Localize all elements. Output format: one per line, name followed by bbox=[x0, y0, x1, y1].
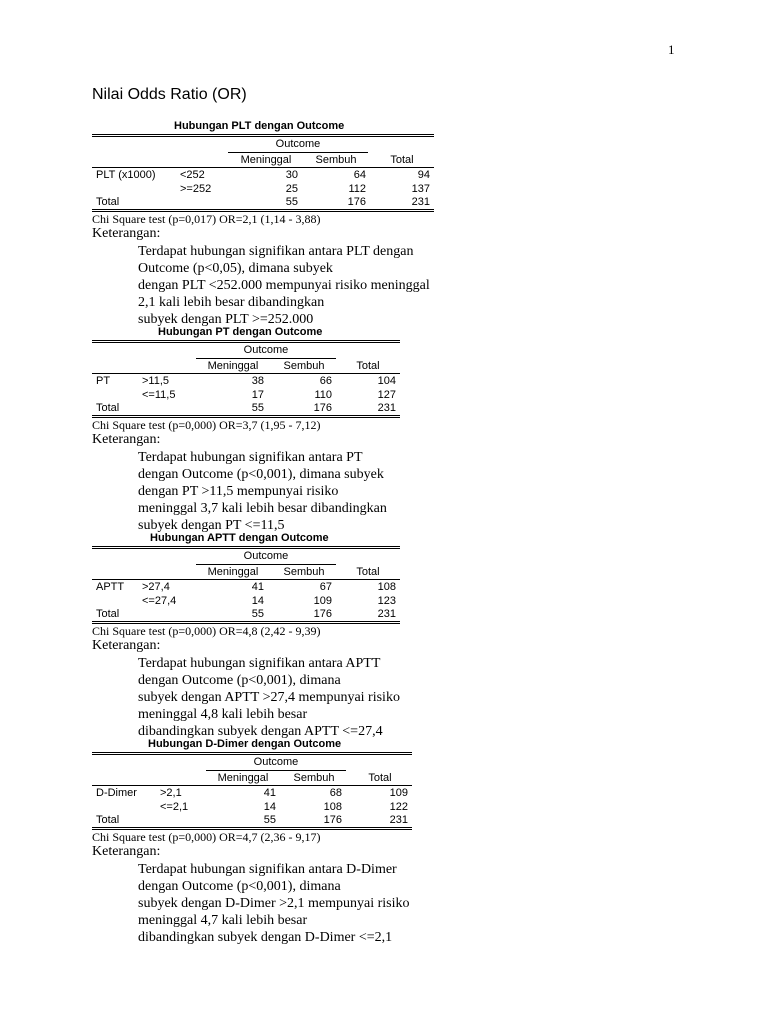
total-meninggal: 55 bbox=[263, 814, 276, 826]
chi-square-note: Chi Square test (p=0,000) OR=3,7 (1,95 - 7,12) bbox=[92, 418, 321, 432]
row2-sembuh: 108 bbox=[323, 801, 342, 813]
var-label: PLT (x1000) bbox=[96, 169, 156, 181]
row1-category: >2,1 bbox=[160, 787, 182, 799]
var-label: D-Dimer bbox=[96, 787, 137, 799]
total-total: 231 bbox=[389, 814, 408, 826]
total-sembuh: 176 bbox=[313, 608, 332, 620]
total-meninggal: 55 bbox=[251, 608, 264, 620]
paragraph-line: subyek dengan PT <=11,5 bbox=[138, 518, 285, 533]
total-sembuh: 176 bbox=[323, 814, 342, 826]
row2-meninggal: 14 bbox=[263, 801, 276, 813]
paragraph-line: Terdapat hubungan signifikan antara PT dengan Outcome (p<0,001), dimana subyek bbox=[138, 450, 384, 482]
top-rule-2 bbox=[92, 136, 434, 137]
row2-total: 137 bbox=[411, 183, 430, 195]
pt-crosstab bbox=[92, 326, 400, 416]
chi-square-note: Chi Square test (p=0,000) OR=4,8 (2,42 - 9,39) bbox=[92, 624, 321, 638]
section-d-dimer bbox=[92, 738, 412, 945]
col-header-total: Total bbox=[390, 154, 414, 166]
row1-sembuh: 64 bbox=[353, 169, 366, 181]
total-label: Total bbox=[96, 608, 120, 620]
paragraph-line: dibandingkan subyek dengan D-Dimer <=2,1 bbox=[138, 930, 393, 945]
bottom-rule bbox=[92, 827, 412, 828]
col-header-total: Total bbox=[368, 772, 392, 784]
aptt-crosstab bbox=[92, 532, 400, 622]
section-aptt bbox=[92, 532, 400, 739]
total-total: 231 bbox=[411, 196, 430, 208]
row2-category: <=27,4 bbox=[142, 595, 177, 607]
row2-total: 127 bbox=[377, 389, 396, 401]
col-header-meninggal: Meninggal bbox=[240, 154, 292, 166]
col-header-meninggal: Meninggal bbox=[217, 772, 269, 784]
header-rule bbox=[92, 785, 412, 786]
row2-category: <=2,1 bbox=[160, 801, 189, 813]
col-header-sembuh: Sembuh bbox=[283, 360, 325, 372]
col-header-sembuh: Sembuh bbox=[293, 772, 335, 784]
group-rule bbox=[228, 152, 368, 153]
row1-meninggal: 30 bbox=[285, 169, 298, 181]
group-label: Outcome bbox=[243, 344, 289, 356]
paragraph-line: Terdapat hubungan signifikan antara D-Dimer dengan Outcome (p<0,001), dimana bbox=[138, 862, 397, 894]
row1-total: 109 bbox=[389, 787, 408, 799]
bottom-rule bbox=[92, 209, 434, 210]
keterangan-label: Keterangan: bbox=[92, 226, 161, 241]
table-title: Hubungan APTT dengan Outcome bbox=[150, 532, 329, 544]
paragraph-line: subyek dengan APTT >27,4 mempunyai risiko meninggal 4,8 kali lebih besar bbox=[138, 690, 400, 722]
row1-total: 104 bbox=[377, 375, 396, 387]
keterangan-paragraph bbox=[138, 655, 400, 740]
row2-category: <=11,5 bbox=[142, 389, 176, 401]
row2-meninggal: 14 bbox=[251, 595, 264, 607]
row1-meninggal: 38 bbox=[251, 375, 264, 387]
total-label: Total bbox=[96, 402, 120, 414]
var-label: APTT bbox=[96, 581, 125, 593]
paragraph-line: Terdapat hubungan signifikan antara PLT dengan Outcome (p<0,05), dimana subyek bbox=[138, 244, 414, 276]
keterangan-label: Keterangan: bbox=[92, 638, 161, 653]
row2-total: 123 bbox=[377, 595, 396, 607]
top-rule bbox=[92, 134, 434, 135]
header-rule bbox=[92, 167, 434, 168]
group-label: Outcome bbox=[253, 756, 299, 768]
group-label: Outcome bbox=[243, 550, 289, 562]
row1-total: 94 bbox=[417, 169, 430, 181]
row1-sembuh: 67 bbox=[319, 581, 332, 593]
group-label: Outcome bbox=[275, 138, 321, 150]
top-rule-2 bbox=[92, 342, 400, 343]
keterangan-paragraph bbox=[138, 243, 434, 328]
page-number: 1 bbox=[668, 42, 675, 57]
keterangan-paragraph bbox=[138, 449, 400, 534]
chi-square-note: Chi Square test (p=0,017) OR=2,1 (1,14 - 3,88) bbox=[92, 212, 321, 226]
total-sembuh: 176 bbox=[347, 196, 366, 208]
section-pt bbox=[92, 326, 400, 533]
top-rule bbox=[92, 546, 400, 547]
total-meninggal: 55 bbox=[285, 196, 298, 208]
table-title: Hubungan D-Dimer dengan Outcome bbox=[148, 738, 342, 750]
row1-meninggal: 41 bbox=[251, 581, 264, 593]
group-rule bbox=[206, 770, 346, 771]
row2-meninggal: 17 bbox=[251, 389, 264, 401]
keterangan-label: Keterangan: bbox=[92, 844, 161, 859]
top-rule-2 bbox=[92, 754, 412, 755]
paragraph-line: dengan PT >11,5 mempunyai risiko meninggal 3,7 kali lebih besar dibandingkan bbox=[138, 484, 387, 516]
total-sembuh: 176 bbox=[313, 402, 332, 414]
group-rule bbox=[196, 564, 336, 565]
row2-category: >=252 bbox=[180, 183, 212, 195]
paragraph-line: dengan PLT <252.000 mempunyai risiko meninggal 2,1 kali lebih besar dibandingkan bbox=[138, 278, 430, 310]
col-header-meninggal: Meninggal bbox=[207, 566, 259, 578]
col-header-sembuh: Sembuh bbox=[315, 154, 357, 166]
row1-sembuh: 68 bbox=[329, 787, 342, 799]
keterangan-paragraph bbox=[138, 861, 412, 946]
plt-crosstab bbox=[92, 120, 434, 210]
total-label: Total bbox=[96, 196, 120, 208]
section-plt bbox=[92, 120, 434, 327]
header-rule bbox=[92, 579, 400, 580]
d-dimer-crosstab bbox=[92, 738, 412, 828]
row2-total: 122 bbox=[389, 801, 408, 813]
row2-sembuh: 110 bbox=[314, 389, 332, 401]
paragraph-line: subyek dengan D-Dimer >2,1 mempunyai risiko meninggal 4,7 kali lebih besar bbox=[138, 896, 410, 928]
row1-total: 108 bbox=[377, 581, 396, 593]
row1-meninggal: 41 bbox=[263, 787, 276, 799]
page-title: Nilai Odds Ratio (OR) bbox=[92, 86, 247, 103]
paragraph-line: dibandingkan subyek dengan APTT <=27,4 bbox=[138, 724, 383, 739]
bottom-rule bbox=[92, 415, 400, 416]
paragraph-line: Terdapat hubungan signifikan antara APTT dengan Outcome (p<0,001), dimana bbox=[138, 656, 381, 688]
total-total: 231 bbox=[377, 402, 396, 414]
keterangan-label: Keterangan: bbox=[92, 432, 161, 447]
col-header-total: Total bbox=[356, 566, 380, 578]
table-title: Hubungan PLT dengan Outcome bbox=[174, 120, 345, 132]
col-header-meninggal: Meninggal bbox=[207, 360, 259, 372]
total-meninggal: 55 bbox=[251, 402, 264, 414]
col-header-total: Total bbox=[356, 360, 380, 372]
header-rule bbox=[92, 373, 400, 374]
var-label: PT bbox=[96, 375, 111, 387]
row2-sembuh: 109 bbox=[313, 595, 332, 607]
paragraph-line: subyek dengan PLT >=252.000 bbox=[138, 312, 314, 327]
row2-meninggal: 25 bbox=[285, 183, 298, 195]
row1-category: >11,5 bbox=[142, 375, 170, 387]
total-label: Total bbox=[96, 814, 120, 826]
row1-category: <252 bbox=[180, 169, 205, 181]
col-header-sembuh: Sembuh bbox=[283, 566, 325, 578]
group-rule bbox=[196, 358, 336, 359]
table-title: Hubungan PT dengan Outcome bbox=[158, 326, 323, 338]
top-rule bbox=[92, 340, 400, 341]
row1-sembuh: 66 bbox=[319, 375, 332, 387]
row2-sembuh: 112 bbox=[348, 183, 366, 195]
top-rule bbox=[92, 752, 412, 753]
row1-category: >27,4 bbox=[142, 581, 170, 593]
bottom-rule bbox=[92, 621, 400, 622]
chi-square-note: Chi Square test (p=0,000) OR=4,7 (2,36 - 9,17) bbox=[92, 830, 321, 844]
top-rule-2 bbox=[92, 548, 400, 549]
total-total: 231 bbox=[377, 608, 396, 620]
